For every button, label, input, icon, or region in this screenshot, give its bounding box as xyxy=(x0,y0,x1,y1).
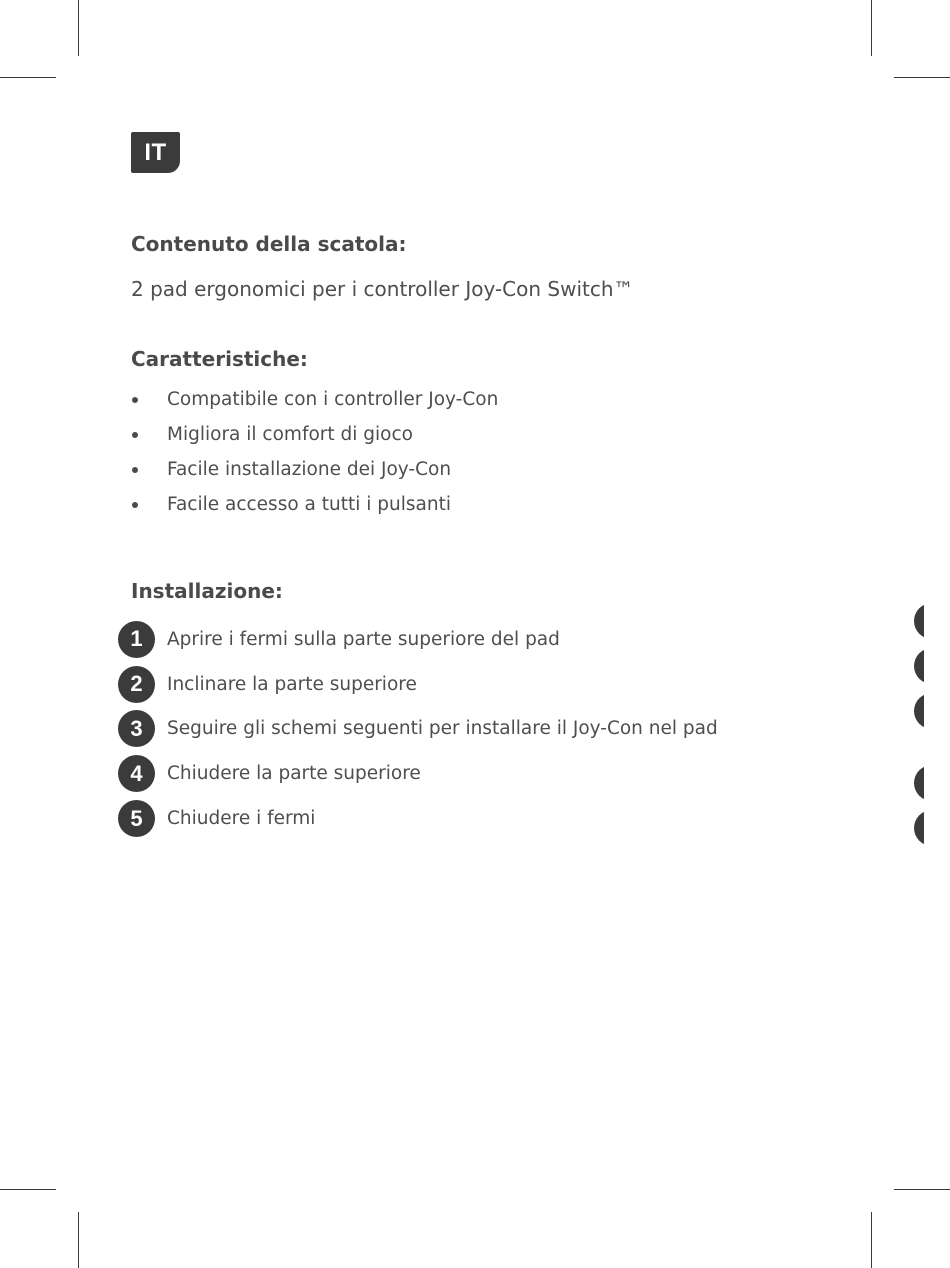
box-contents-text: 2 pad ergonomici per i controller Joy-Con Switch™ xyxy=(131,277,634,301)
step-text: Inclinare la parte superiore xyxy=(167,673,417,695)
step-item xyxy=(118,707,718,752)
installation-heading: Installazione: xyxy=(131,579,283,603)
crop-mark-bottom-left-vertical xyxy=(78,1212,79,1268)
step-text: Chiudere i fermi xyxy=(167,808,316,830)
step-item xyxy=(118,751,718,796)
feature-text: Migliora il comfort di gioco xyxy=(167,424,413,445)
page-edge-mask xyxy=(924,590,950,860)
step-number-badge: 4 xyxy=(118,755,155,792)
installation-steps xyxy=(118,617,718,841)
step-number-badge: 5 xyxy=(118,800,155,837)
list-item xyxy=(131,452,498,487)
crop-mark-bottom-right-vertical xyxy=(871,1212,872,1268)
box-contents-heading: Contenuto della scatola: xyxy=(131,232,407,256)
feature-text: Facile accesso a tutti i pulsanti xyxy=(167,494,451,515)
step-item xyxy=(118,662,718,707)
crop-mark-top-left-vertical xyxy=(78,0,79,56)
feature-text: Facile installazione dei Joy-Con xyxy=(167,459,452,480)
list-item xyxy=(131,382,498,417)
step-text: Chiudere la parte superiore xyxy=(167,763,421,785)
crop-mark-bottom-left-horizontal xyxy=(0,1189,56,1190)
step-text: Aprire i fermi sulla parte superiore del pad xyxy=(167,628,560,650)
list-item xyxy=(131,417,498,452)
step-number-badge: 3 xyxy=(118,710,155,747)
step-item xyxy=(118,796,718,841)
list-item xyxy=(131,487,498,522)
step-text: Seguire gli schemi seguenti per installare il Joy-Con nel pad xyxy=(167,718,718,740)
bullet-icon xyxy=(132,467,138,473)
crop-mark-top-left-horizontal xyxy=(0,77,56,78)
bullet-icon xyxy=(132,397,138,403)
language-badge: IT xyxy=(131,132,180,173)
features-list xyxy=(131,382,498,522)
bullet-icon xyxy=(132,502,138,508)
step-item xyxy=(118,617,718,662)
feature-text: Compatibile con i controller Joy-Con xyxy=(167,389,499,410)
step-number-badge: 1 xyxy=(118,621,155,658)
bullet-icon xyxy=(132,432,138,438)
features-heading: Caratteristiche: xyxy=(131,347,308,371)
crop-mark-top-right-vertical xyxy=(871,0,872,56)
step-number-badge: 2 xyxy=(118,666,155,703)
